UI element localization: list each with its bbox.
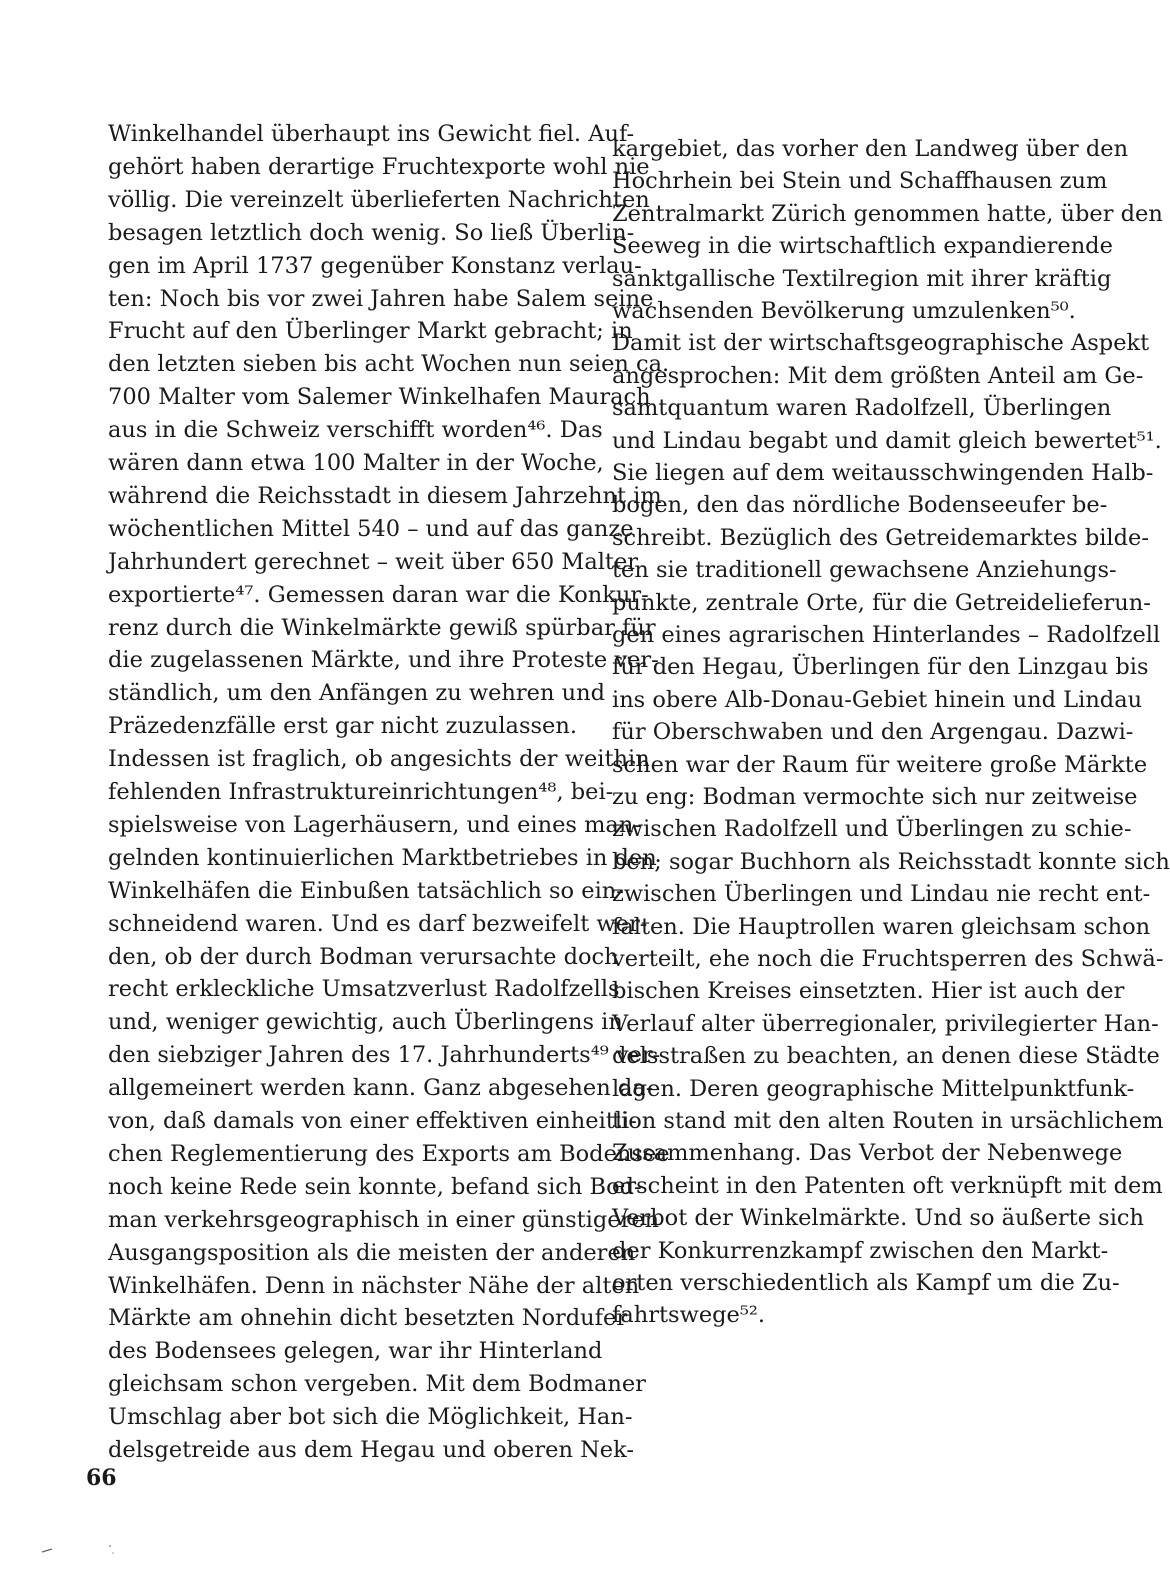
- text-line: gelnden kontinuierlichen Marktbetriebes in den: [108, 844, 657, 871]
- text-line: bogen, den das nördliche Bodenseeufer be-: [612, 492, 1108, 519]
- text-line: punkte, zentrale Orte, für die Getreidelieferun-: [612, 589, 1151, 616]
- text-line: Märkte am ohnehin dicht besetzten Nordufer: [108, 1305, 628, 1332]
- text-line: erscheint in den Patenten oft verknüpft mit dem: [612, 1172, 1163, 1199]
- text-line: Zusammenhang. Das Verbot der Nebenwege: [612, 1140, 1123, 1167]
- text-line: Winkelhäfen die Einbußen tatsächlich so ein-: [108, 877, 624, 904]
- text-line: den letzten sieben bis acht Wochen nun seien ca.: [108, 351, 670, 378]
- text-line: Winkelhäfen. Denn in nächster Nähe der alten: [108, 1272, 640, 1299]
- text-line: delsstraßen zu beachten, an denen diese Städte: [612, 1043, 1160, 1070]
- text-line: zwischen Überlingen und Lindau nie recht ent-: [612, 881, 1151, 908]
- text-line: fahrtswege⁵².: [612, 1302, 766, 1329]
- page-number: 66: [86, 1465, 117, 1491]
- text-line: man verkehrsgeographisch in einer günstigeren: [108, 1206, 660, 1233]
- text-line: fehlenden Infrastruktureinrichtungen⁴⁸, bei-: [108, 779, 614, 805]
- text-line: Seeweg in die wirtschaftlich expandierende: [612, 233, 1113, 260]
- text-line: delsgetreide aus dem Hegau und oberen Nek-: [108, 1437, 634, 1463]
- text-line: ten sie traditionell gewachsene Anziehungs-: [612, 557, 1117, 584]
- text-line: für den Hegau, Überlingen für den Linzgau bis: [612, 654, 1149, 681]
- text-line: ben; sogar Buchhorn als Reichsstadt konnte sich: [612, 848, 1170, 875]
- text-line: die zugelassenen Märkte, und ihre Proteste ver-: [108, 647, 659, 674]
- text-line: Umschlag aber bot sich die Möglichkeit, Han-: [108, 1404, 633, 1431]
- text-line: gehört haben derartige Fruchtexporte wohl nie: [108, 153, 650, 180]
- text-line: Jahrhundert gerechnet – weit über 650 Malter: [108, 548, 639, 575]
- text-line: chen Reglementierung des Exports am Bodensee: [108, 1140, 670, 1167]
- text-line: renz durch die Winkelmärkte gewiß spürbar für: [108, 614, 656, 641]
- text-line: allgemeinert werden kann. Ganz abgesehen da-: [108, 1075, 654, 1102]
- text-line: Frucht auf den Überlinger Markt gebracht; in: [108, 318, 633, 345]
- text-line: zwischen Radolfzell und Überlingen zu schie-: [612, 816, 1132, 843]
- text-line: Verlauf alter überregionaler, privilegierter Han-: [612, 1010, 1159, 1037]
- text-line: verteilt, ehe noch die Fruchtsperren des Schwä-: [612, 946, 1164, 972]
- text-line: und Lindau begabt und damit gleich bewertet⁵¹.: [612, 427, 1162, 454]
- text-line: den siebziger Jahren des 17. Jahrhunderts⁴⁹ ver-: [108, 1042, 661, 1069]
- text-line: 700 Malter vom Salemer Winkelhafen Maurach: [108, 384, 651, 411]
- text-line: schneidend waren. Und es darf bezweifelt wer-: [108, 910, 648, 937]
- text-line: ständlich, um den Anfängen zu wehren und: [108, 680, 606, 707]
- text-line: spielsweise von Lagerhäusern, und eines man-: [108, 811, 641, 838]
- text-line: wöchentlichen Mittel 540 – und auf das ganze: [108, 515, 634, 542]
- text-line: Indessen ist fraglich, ob angesichts der weithin: [108, 746, 650, 773]
- text-line: Damit ist der wirtschaftsgeographische Aspekt: [612, 330, 1150, 357]
- text-line: den, ob der durch Bodman verursachte doch: [108, 943, 619, 970]
- text-line: wachsenden Bevölkerung umzulenken⁵⁰.: [612, 298, 1076, 324]
- scan-specks: [40, 1540, 130, 1560]
- text-line: gen eines agrarischen Hinterlandes – Radolfzell: [612, 622, 1161, 648]
- text-line: Verbot der Winkelmärkte. Und so äußerte sich: [612, 1205, 1144, 1232]
- text-line: besagen letztlich doch wenig. So ließ Überlin-: [108, 219, 635, 246]
- text-line: schreibt. Bezüglich des Getreidemarktes bilde-: [612, 524, 1149, 551]
- text-line: orten verschiedentlich als Kampf um die Zu-: [612, 1270, 1120, 1296]
- text-line: und, weniger gewichtig, auch Überlingens in: [108, 1009, 623, 1036]
- text-line: angesprochen: Mit dem größten Anteil am Ge-: [612, 362, 1144, 389]
- text-line: gen im April 1737 gegenüber Konstanz verlau-: [108, 252, 642, 279]
- text-line: aus in die Schweiz verschifft worden⁴⁶. Das: [108, 417, 603, 444]
- text-line: Sie liegen auf dem weitausschwingenden Halb-: [612, 460, 1154, 486]
- text-line: zu eng: Bodman vermochte sich nur zeitweise: [612, 784, 1138, 810]
- text-line: ins obere Alb-Donau-Gebiet hinein und Lindau: [612, 686, 1143, 713]
- text-line: für Oberschwaben und den Argengau. Dazwi-: [612, 719, 1134, 746]
- text-line: schen war der Raum für weitere große Märkte: [612, 751, 1148, 778]
- text-line: wären dann etwa 100 Malter in der Woche,: [108, 450, 604, 476]
- text-line: falten. Die Hauptrollen waren gleichsam schon: [612, 913, 1151, 940]
- text-line: während die Reichsstadt in diesem Jahrzehnt im: [108, 482, 662, 509]
- text-line: der Konkurrenzkampf zwischen den Markt-: [612, 1237, 1109, 1264]
- text-line: noch keine Rede sein konnte, befand sich Bod-: [108, 1173, 642, 1200]
- text-line: lagen. Deren geographische Mittelpunktfunk-: [612, 1075, 1135, 1102]
- text-line: bischen Kreises einsetzten. Hier ist auch der: [612, 978, 1125, 1005]
- text-line: kargebiet, das vorher den Landweg über den: [612, 136, 1129, 162]
- text-line: des Bodensees gelegen, war ihr Hinterland: [108, 1338, 603, 1365]
- text-line: Ausgangsposition als die meisten der anderen: [108, 1239, 636, 1266]
- text-line: Präzedenzfälle erst gar nicht zuzulassen.: [108, 713, 578, 740]
- text-line: exportierte⁴⁷. Gemessen daran war die Konkur-: [108, 581, 649, 608]
- text-line: Hochrhein bei Stein und Schaffhausen zum: [612, 168, 1108, 195]
- text-line: von, daß damals von einer effektiven einheitli-: [108, 1108, 637, 1134]
- text-line: tion stand mit den alten Routen in ursächlichem: [612, 1108, 1164, 1134]
- text-line: gleichsam schon vergeben. Mit dem Bodmaner: [108, 1371, 646, 1398]
- text-line: recht erkleckliche Umsatzverlust Radolfzells: [108, 976, 620, 1003]
- text-line: ten: Noch bis vor zwei Jahren habe Salem seine: [108, 285, 654, 312]
- text-line: samtquantum waren Radolfzell, Überlingen: [612, 395, 1112, 422]
- text-line: völlig. Die vereinzelt überlieferten Nachrichten: [108, 186, 650, 213]
- text-line: Zentralmarkt Zürich genommen hatte, über den: [612, 200, 1163, 227]
- text-line: sanktgallische Textilregion mit ihrer kräftig: [612, 265, 1112, 292]
- text-line: Winkelhandel überhaupt ins Gewicht fiel. Auf-: [108, 121, 635, 147]
